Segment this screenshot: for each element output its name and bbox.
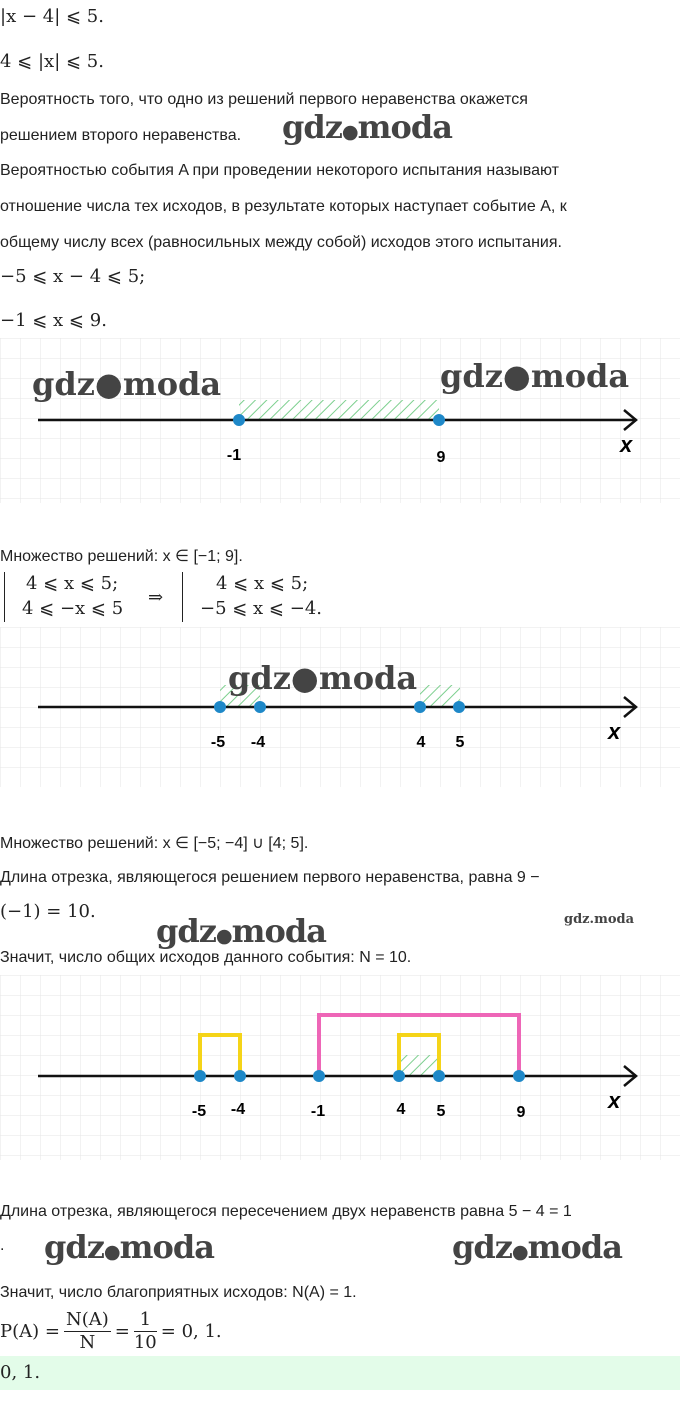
point-minus-5 <box>194 1070 206 1082</box>
inequality-1: |x − 4| ⩽ 5. <box>0 6 104 27</box>
solution-hatch <box>239 400 439 420</box>
point-minus-4 <box>234 1070 246 1082</box>
text-line: решением второго неравенства. <box>0 127 242 144</box>
tick-label: -5 <box>210 734 226 751</box>
watermark: gdz●moda <box>44 1228 214 1266</box>
formula-lhs: P(A) = <box>0 1320 60 1342</box>
system-right-line-2: −5 ⩽ x ⩽ −4. <box>200 598 322 619</box>
implies-arrow: ⇒ <box>148 587 164 608</box>
point-minus-1 <box>233 414 245 426</box>
inequality-2: 4 ⩽ |x| ⩽ 5. <box>0 51 104 72</box>
probability-formula <box>0 1308 222 1354</box>
tick-label: 5 <box>455 734 465 751</box>
tick-label: 4 <box>416 734 426 751</box>
point-9 <box>513 1070 525 1082</box>
text-line: Значит, число благоприятных исходов: N(A) = 1. <box>0 1284 357 1301</box>
text-line: Вероятность того, что одно из решений первого неравенства окажется <box>0 91 528 108</box>
watermark-small: gdz.moda <box>564 912 635 927</box>
point-minus-4 <box>254 701 266 713</box>
system-bracket-left <box>4 572 9 622</box>
solution-set-1: Множество решений: x ∈ [−1; 9]. <box>0 548 243 565</box>
text-line: Вероятностью события A при проведении некоторого испытания называют <box>0 162 559 179</box>
inequality-3: −5 ⩽ x − 4 ⩽ 5; <box>0 266 146 287</box>
equals-sign: = <box>114 1320 130 1342</box>
solution-set-2: Множество решений: x ∈ [−5; −4] ∪ [4; 5]. <box>0 835 309 852</box>
watermark: gdz●moda <box>228 659 418 697</box>
point-4 <box>414 701 426 713</box>
tick-label: 4 <box>396 1101 406 1118</box>
point-5 <box>433 1070 445 1082</box>
system-right-line-1: 4 ⩽ x ⩽ 5; <box>216 573 309 594</box>
fraction-denominator: N <box>79 1331 96 1353</box>
watermark: gdz●moda <box>440 357 630 395</box>
point-minus-5 <box>214 701 226 713</box>
fraction-denominator: 10 <box>133 1331 157 1353</box>
tick-label: -5 <box>191 1103 207 1120</box>
fraction <box>134 1309 157 1354</box>
text-line: (−1) = 10. <box>0 901 96 922</box>
intersection-hatch <box>399 1055 439 1075</box>
axis-label-x: x <box>608 719 621 744</box>
fraction-numerator: 1 <box>134 1309 157 1332</box>
tick-label: -4 <box>230 1101 246 1118</box>
inequality-4: −1 ⩽ x ⩽ 9. <box>0 310 107 331</box>
tick-label: -4 <box>250 734 266 751</box>
watermark: gdz●moda <box>156 912 326 950</box>
system-left-line-2: 4 ⩽ −x ⩽ 5 <box>22 598 124 619</box>
text-line: Длина отрезка, являющегося решением первого неравенства, равна 9 − <box>0 869 540 886</box>
fraction-numerator: N(A) <box>65 1308 109 1330</box>
answer-box <box>0 1356 680 1390</box>
text-line: общему числу всех (равносильных между собой) исходов этого испытания. <box>0 234 562 251</box>
watermark: gdz●moda <box>282 108 452 146</box>
fraction <box>64 1309 111 1354</box>
system-bracket-right <box>182 572 187 622</box>
point-minus-1 <box>313 1070 325 1082</box>
number-line-figure-2 <box>0 627 680 787</box>
system-left-line-1: 4 ⩽ x ⩽ 5; <box>26 573 119 594</box>
tick-label: 9 <box>436 449 446 466</box>
number-line-figure-1 <box>0 338 680 503</box>
answer-value: 0, 1. <box>0 1362 41 1383</box>
tick-label: 5 <box>436 1103 446 1120</box>
point-4 <box>393 1070 405 1082</box>
text-line: отношение числа тех исходов, в результате которых наступает событие A, к <box>0 198 567 215</box>
tick-label: -1 <box>226 447 242 464</box>
point-5 <box>453 701 465 713</box>
formula-rhs: = 0, 1. <box>160 1320 222 1342</box>
watermark: gdz●moda <box>452 1228 622 1266</box>
text-line: . <box>0 1237 5 1254</box>
text-line: Длина отрезка, являющегося пересечением двух неравенств равна 5 − 4 = 1 <box>0 1203 572 1220</box>
point-9 <box>433 414 445 426</box>
tick-label: -1 <box>310 1103 326 1120</box>
axis-label-x: x <box>608 1088 621 1113</box>
watermark: gdz●moda <box>32 365 222 403</box>
text-line: Значит, число общих исходов данного события: N = 10. <box>0 949 412 966</box>
number-line-figure-3 <box>0 975 680 1160</box>
axis-label-x: x <box>620 432 633 457</box>
tick-label: 9 <box>516 1104 526 1121</box>
